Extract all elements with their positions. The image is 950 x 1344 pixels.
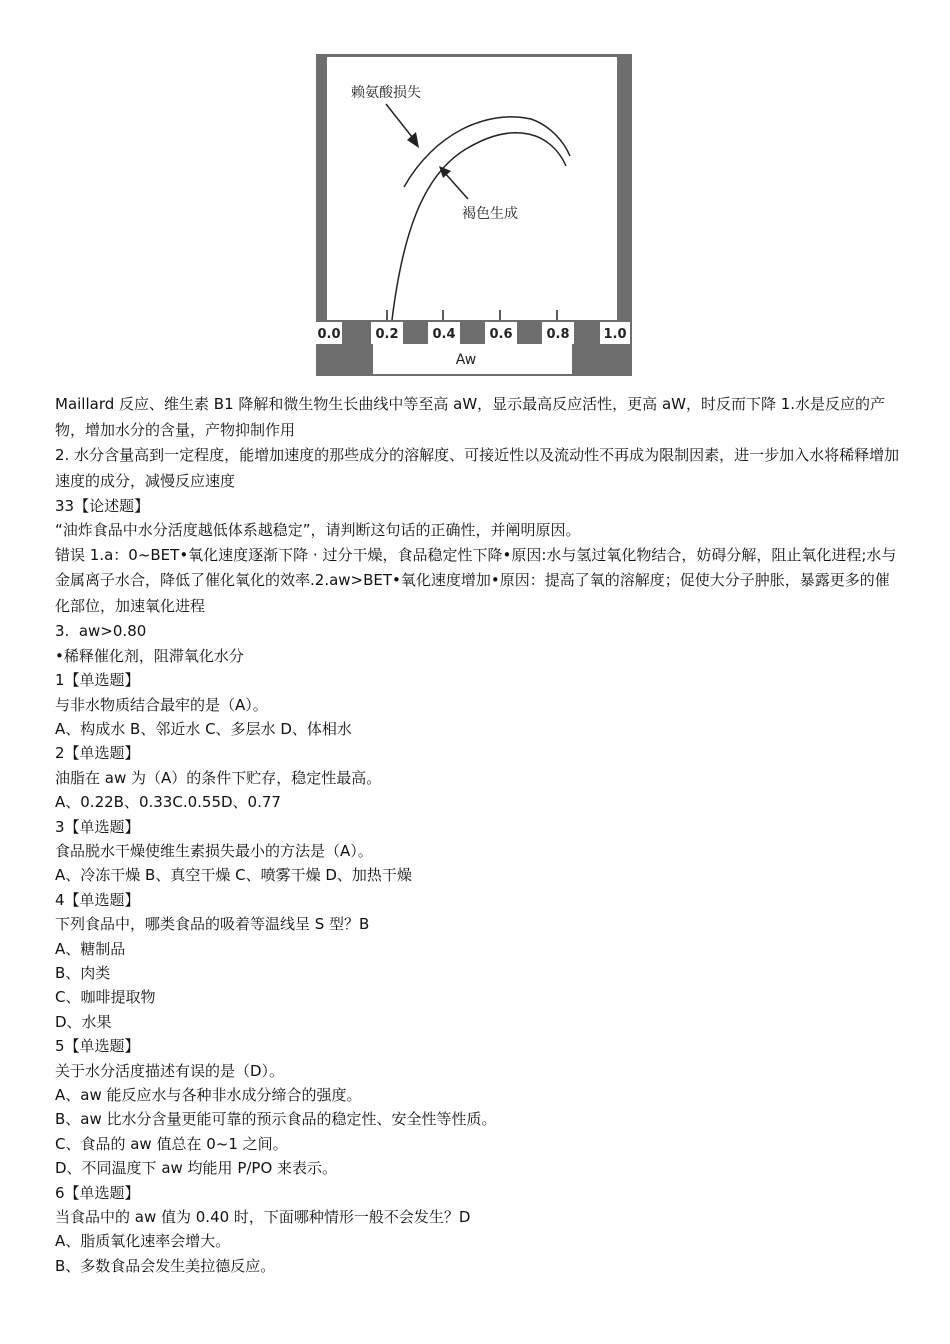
question-option: C、咖啡提取物 — [55, 988, 156, 1007]
question-option: B、肉类 — [55, 964, 111, 982]
figure-svg — [316, 54, 632, 376]
question-option: D、不同温度下 aw 均能用 P/PO 来表示。 — [55, 1159, 338, 1178]
question-option: C、食品的 aw 值总在 0~1 之间。 — [55, 1134, 288, 1153]
lysine-loss-label: 赖氨酸损失 — [351, 85, 421, 101]
question-option: A、脂质氧化速率会增大。 — [55, 1232, 231, 1251]
question-options: A、构成水 B、邻近水 C、多层水 D、体相水 — [55, 719, 352, 738]
question-option: B、aw 比水分含量更能可靠的预示食品的稳定性、安全性等性质。 — [55, 1110, 497, 1129]
question-heading: 5【单选题】 — [55, 1037, 140, 1056]
tick-label: 0.6 — [489, 327, 513, 342]
question-text: 当食品中的 aw 值为 0.40 时，下面哪种情形一般不会发生？D — [55, 1208, 471, 1227]
question-heading: 3【单选题】 — [55, 817, 140, 836]
question-text: 与非水物质结合最牢的是（A）。 — [55, 695, 268, 714]
question-heading: 2【单选题】 — [55, 744, 140, 763]
question-text: “油炸食品中水分活度越低体系越稳定”，请判断这句话的正确性，并阐明原因。 — [55, 521, 581, 540]
question-option: A、糖制品 — [55, 939, 126, 958]
answer-text: 错误 1.a：0~BET•氧化速度逐渐下降 · 过分干燥，食品稳定性下降•原因:水与氢过氧化物结合，妨碍分解，阻止氧化进程;水与金属离子水合，降低了催化氧化的效率.2.aw>BET•氧化速度增加•原因：提高了氧的溶解度；促使大分子肿胀，暴露更多的催化部位，加速氧化进程 — [55, 545, 897, 615]
paragraph: 3. aw>0.80 — [55, 622, 147, 641]
question-text: 食品脱水干燥使维生素损失最小的方法是（A）。 — [55, 841, 373, 860]
paragraph: Maillard 反应、维生素 B1 降解和微生物生长曲线中等至高 aW，显示最高反应活性，更高 aW，时反而下降 1.水是反应的产物，增加水分的含量，产物抑制作用 — [55, 395, 886, 439]
question-options: A、冷冻干燥 B、真空干燥 C、喷雾干燥 D、加热干燥 — [55, 866, 412, 885]
reaction-rate-figure — [316, 54, 632, 376]
question-text: 关于水分活度描述有误的是（D）。 — [55, 1061, 285, 1080]
question-option: A、aw 能反应水与各种非水成分缔合的强度。 — [55, 1086, 362, 1105]
question-heading: 33【论述题】 — [55, 497, 150, 515]
paragraph: •稀释催化剂，阻滞氧化水分 — [55, 646, 244, 665]
question-options: A、0.22B、0.33C.0.55D、0.77 — [55, 793, 281, 812]
question-text: 油脂在 aw 为（A）的条件下贮存，稳定性最高。 — [55, 768, 382, 787]
tick-label: 0.8 — [546, 327, 570, 342]
document-body — [55, 392, 900, 1278]
tick-label: 0.0 — [317, 327, 341, 342]
x-axis-label: Aw — [455, 352, 477, 368]
question-option: B、多数食品会发生美拉德反应。 — [55, 1256, 276, 1275]
question-heading: 4【单选题】 — [55, 890, 140, 909]
question-option: D、水果 — [55, 1012, 112, 1031]
paragraph: 2. 水分含量高到一定程度，能增加速度的那些成分的溶解度、可接近性以及流动性不再成为限制因素，进一步加入水将稀释增加速度的成分，减慢反应速度 — [55, 446, 900, 490]
tick-label: 0.2 — [375, 327, 399, 342]
question-heading: 1【单选题】 — [55, 671, 140, 690]
tick-label: 0.4 — [432, 327, 456, 342]
browning-label: 褐色生成 — [462, 206, 518, 222]
question-heading: 6【单选题】 — [55, 1183, 140, 1202]
tick-label: 1.0 — [603, 327, 627, 342]
question-text: 下列食品中，哪类食品的吸着等温线呈 S 型？B — [55, 915, 370, 934]
